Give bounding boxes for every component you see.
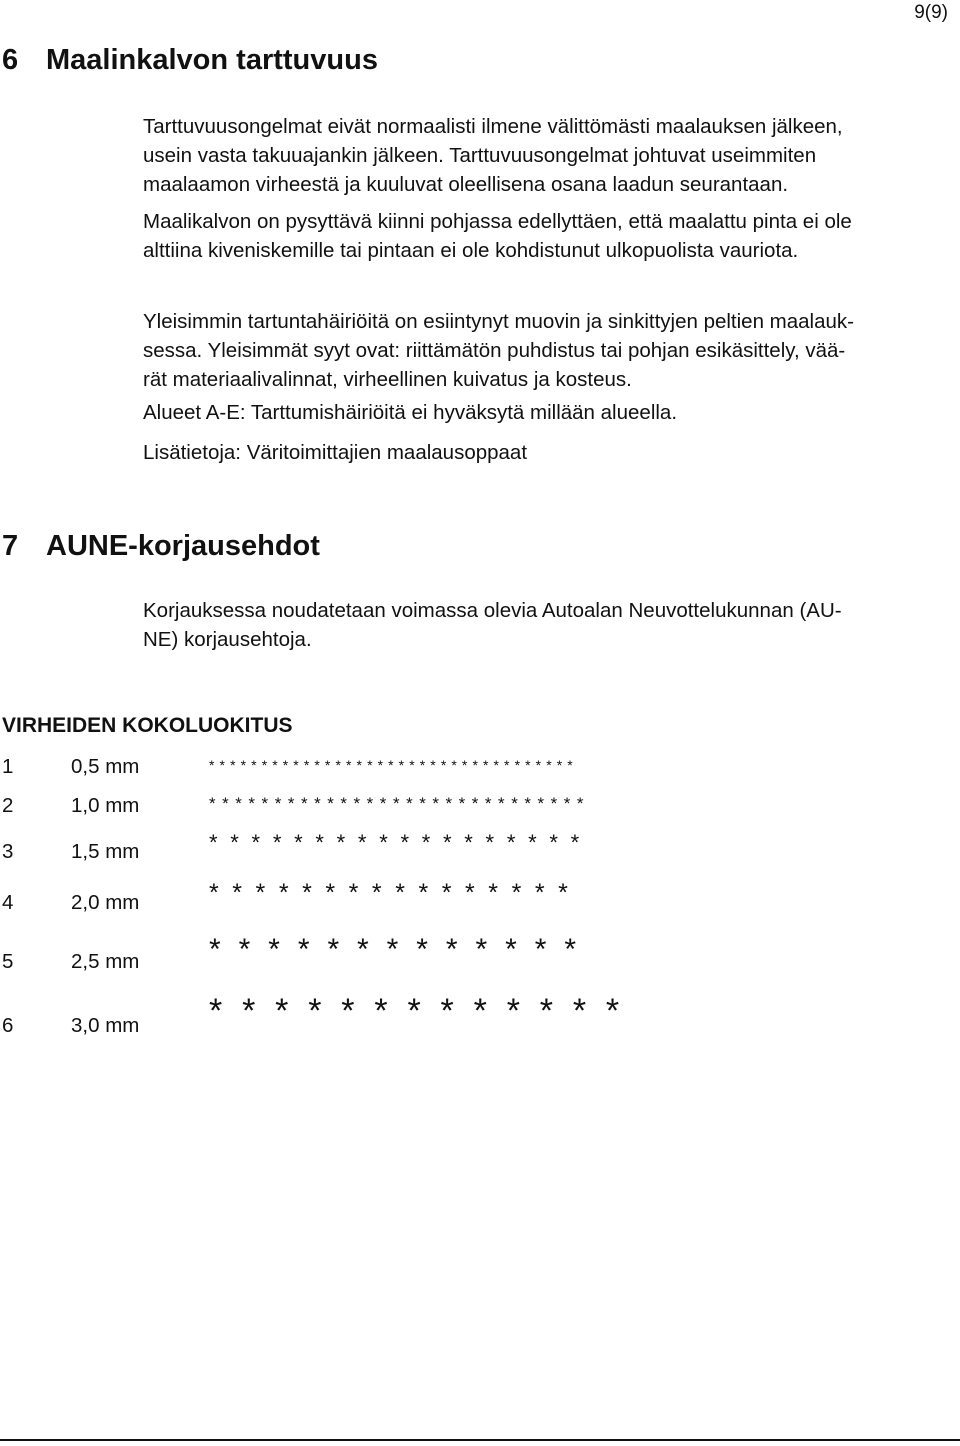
paragraph-line: rät materiaalivalinnat, virheellinen kuivatus ja kosteus. <box>143 368 632 391</box>
section-6-paragraph-2 <box>143 307 953 394</box>
defect-size-stars: * * * * * * * * * * * * * <box>209 933 581 966</box>
areas-note: Alueet A-E: Tarttumishäiriöitä ei hyväksytä millään alueella. <box>143 401 678 424</box>
section-6-title: Maalinkalvon tarttuvuus <box>46 44 378 76</box>
page-number: 9(9) <box>914 2 948 23</box>
class-size: 2,0 mm <box>71 891 140 914</box>
defect-size-stars: * * * * * * * * * * * * * * * * * * * * * * * * * * * * * <box>209 794 585 813</box>
paragraph-line: Maalikalvon on pysyttävä kiinni pohjassa edellyttäen, että maalattu pinta ei ole <box>143 210 852 233</box>
defect-size-stars: * * * * * * * * * * * * * * * * * * * * * * * * * * * * * * * * * * * <box>209 757 574 773</box>
section-6-number: 6 <box>2 44 19 76</box>
class-size: 0,5 mm <box>71 755 140 778</box>
class-size: 2,5 mm <box>71 950 140 973</box>
defect-size-stars: * * * * * * * * * * * * * * * * <box>209 879 572 907</box>
paragraph-line: sessa. Yleisimmät syyt ovat: riittämätön puhdistus tai pohjan esikäsittely, vää- <box>143 339 846 362</box>
class-level: 1 <box>2 755 14 778</box>
paragraph-line: alttiina kiveniskemille tai pintaan ei ole kohdistunut ulkopuolista vauriota. <box>143 239 799 262</box>
paragraph-line: Tarttuvuusongelmat eivät normaalisti ilmene välittömästi maalauksen jälkeen, <box>143 115 843 138</box>
class-level: 3 <box>2 840 14 863</box>
section-6-heading <box>2 44 602 80</box>
section-7-number: 7 <box>2 530 19 562</box>
class-level: 2 <box>2 794 14 817</box>
section-7-title: AUNE-korjausehdot <box>46 530 320 562</box>
class-size: 3,0 mm <box>71 1014 140 1037</box>
additional-info: Lisätietoja: Väritoimittajien maalausoppaat <box>143 441 528 464</box>
paragraph-line: Yleisimmin tartuntahäiriöitä on esiintynyt muovin ja sinkittyjen peltien maalauk- <box>143 310 854 333</box>
section-6-paragraph-1 <box>143 112 953 265</box>
section-7-paragraph <box>143 596 953 654</box>
class-level: 6 <box>2 1014 14 1037</box>
class-level: 4 <box>2 891 14 914</box>
defect-size-stars: * * * * * * * * * * * * * <box>209 992 625 1030</box>
paragraph-line: Korjauksessa noudatetaan voimassa olevia Autoalan Neuvottelukunnan (AU- <box>143 599 842 622</box>
defect-size-stars: * * * * * * * * * * * * * * * * * * <box>209 830 583 855</box>
class-level: 5 <box>2 950 14 973</box>
paragraph-line: NE) korjausehtoja. <box>143 628 312 651</box>
paragraph-line: maalaamon virheestä ja kuuluvat oleellisena osana laadun seurantaan. <box>143 173 789 196</box>
section-7-heading <box>2 530 602 566</box>
classification-title: VIRHEIDEN KOKOLUOKITUS <box>2 714 293 737</box>
class-size: 1,5 mm <box>71 840 140 863</box>
footer-rule <box>0 1439 960 1441</box>
paragraph-line: usein vasta takuuajankin jälkeen. Tarttuvuusongelmat johtuvat useimmiten <box>143 144 817 167</box>
class-size: 1,0 mm <box>71 794 140 817</box>
